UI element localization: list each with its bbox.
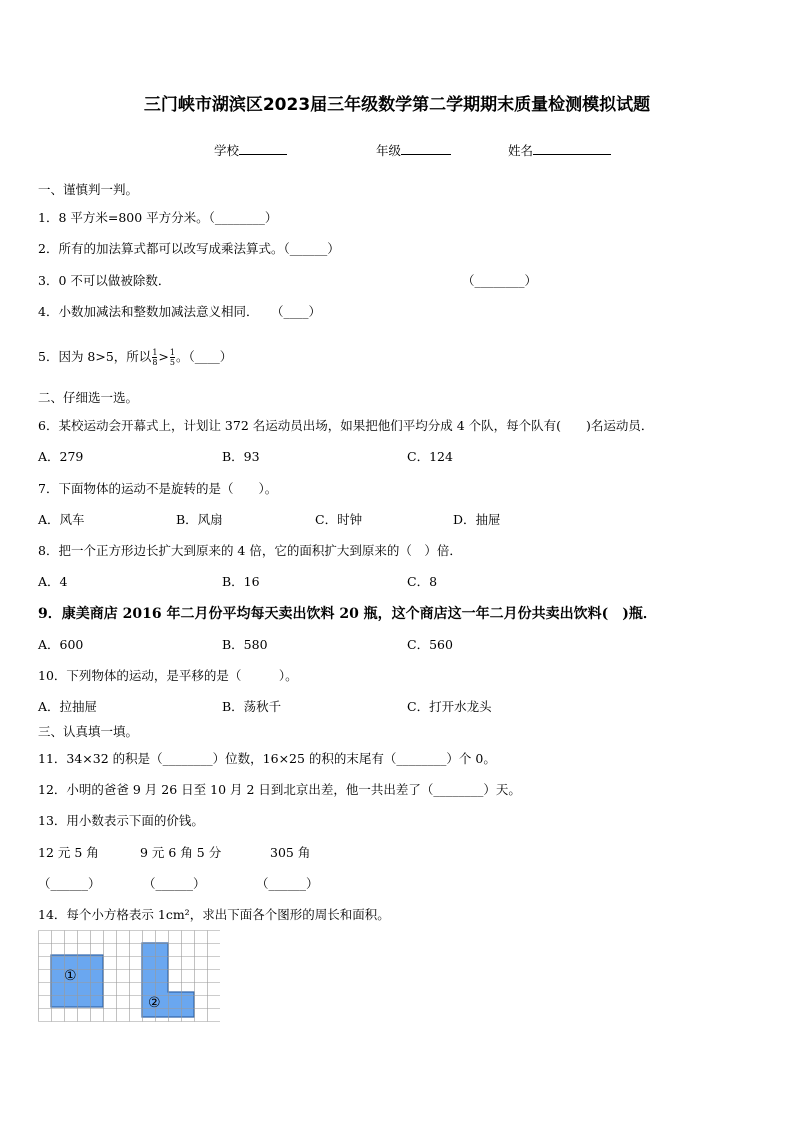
price-item-3: 305 角 (270, 845, 311, 860)
school-label: 学校 (214, 143, 240, 158)
question-2: 2．所有的加法算式都可以改写成乘法算式。（______） (38, 241, 340, 256)
question-1: 1．8 平方米=800 平方分米。（________） (38, 210, 278, 225)
question-3: 3．0 不可以做被除数． (38, 273, 171, 288)
q8-option-c[interactable]: C．8 (407, 574, 438, 589)
q8-option-b[interactable]: B．16 (222, 574, 260, 589)
price-item-2: 9 元 6 角 5 分 (140, 845, 222, 860)
q7-option-a[interactable]: A．风车 (38, 512, 85, 527)
fraction-numerator: 1 (152, 348, 158, 357)
q7-option-d[interactable]: D．抽屉 (453, 512, 501, 527)
shape-2-label: ② (148, 995, 161, 1011)
grade-blank[interactable] (401, 142, 451, 155)
school-field (214, 141, 287, 159)
price-answer-2[interactable]: （______） (143, 876, 206, 891)
question-5-answer: 。（____） (175, 349, 233, 364)
price-answer-3[interactable]: （______） (256, 876, 319, 891)
question-4: 4．小数加减法和整数加减法意义相同． （____） (38, 304, 321, 319)
grade-field (376, 141, 451, 159)
question-12: 12．小明的爸爸 9 月 26 日至 10 月 2 日到北京出差，他一共出差了（________）天。 (38, 782, 521, 797)
name-label: 姓名 (508, 143, 534, 158)
fraction-denominator: 8 (152, 358, 158, 367)
shape-1-square (51, 955, 103, 1007)
q9-option-a[interactable]: A．600 (38, 637, 84, 652)
shape-1-label: ① (64, 968, 77, 984)
fraction-numerator: 1 (169, 348, 175, 357)
question-3-answer: （________） (462, 273, 538, 288)
section-heading-3: 三、认真填一填。 (38, 724, 139, 739)
q7-option-b[interactable]: B．风扇 (176, 512, 223, 527)
section-heading-1: 一、谨慎判一判。 (38, 182, 139, 197)
price-item-1: 12 元 5 角 (38, 845, 99, 860)
q6-option-a[interactable]: A．279 (38, 449, 84, 464)
q9-option-b[interactable]: B．580 (222, 637, 268, 652)
question-9: 9．康美商店 2016 年二月份平均每天卖出饮料 20 瓶，这个商店这一年二月份共卖出饮料( )瓶． (38, 606, 657, 622)
question-13: 13．用小数表示下面的价钱。 (38, 813, 204, 828)
q10-option-b[interactable]: B．荡秋千 (222, 699, 282, 714)
question-7: 7．下面物体的运动不是旋转的是（ ）。 (38, 481, 278, 496)
question-10: 10．下列物体的运动，是平移的是（ ）。 (38, 668, 298, 683)
question-11: 11．34×32 的积是（________）位数，16×25 的积的末尾有（________）个 0。 (38, 751, 496, 766)
page-title: 三门峡市湖滨区2023届三年级数学第二学期期末质量检测模拟试题 (143, 95, 651, 115)
q10-option-a[interactable]: A．拉抽屉 (38, 699, 98, 714)
grid-svg (38, 930, 220, 1030)
school-blank[interactable] (239, 142, 287, 155)
name-field (508, 141, 611, 159)
q6-option-c[interactable]: C．124 (407, 449, 453, 464)
greater-than-sign: > (158, 349, 169, 364)
fraction-1-8 (152, 348, 157, 367)
question-5 (38, 347, 232, 367)
fraction-denominator: 5 (169, 358, 175, 367)
name-blank[interactable] (533, 142, 611, 155)
question-14: 14．每个小方格表示 1cm²，求出下面各个图形的周长和面积。 (38, 907, 390, 922)
grade-label: 年级 (376, 143, 402, 158)
square-grid-figure (38, 930, 220, 1034)
q10-option-c[interactable]: C．打开水龙头 (407, 699, 492, 714)
question-5-text: 5．因为 8>5，所以 (38, 349, 152, 364)
question-8: 8．把一个正方形边长扩大到原来的 4 倍，它的面积扩大到原来的（ ）倍． (38, 543, 462, 558)
fraction-1-5 (170, 348, 175, 367)
q8-option-a[interactable]: A．4 (38, 574, 68, 589)
question-6: 6．某校运动会开幕式上，计划让 372 名运动员出场，如果把他们平均分成 4 个队，每个队有( )名运动员． (38, 418, 654, 433)
section-heading-2: 二、仔细选一选。 (38, 390, 139, 405)
q7-option-c[interactable]: C．时钟 (315, 512, 363, 527)
price-answer-1[interactable]: （______） (38, 876, 101, 891)
q9-option-c[interactable]: C．560 (407, 637, 453, 652)
q6-option-b[interactable]: B．93 (222, 449, 260, 464)
